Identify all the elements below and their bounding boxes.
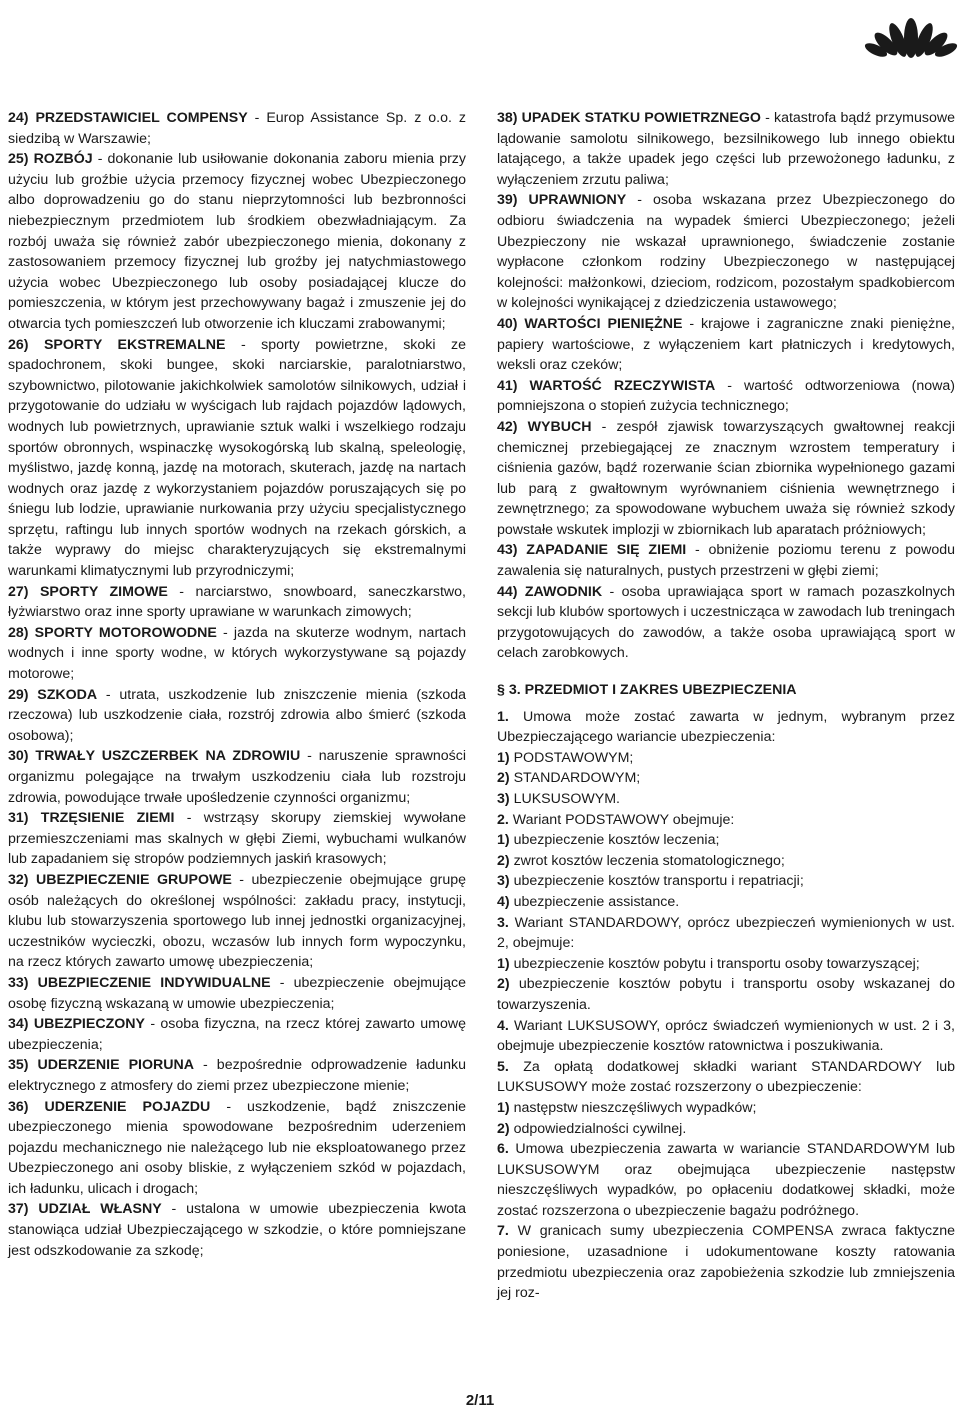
definition-item-text: - jazda na skuterze wodnym, nartach wodnych i inne sporty wodne, w których wykorzystywane są pojazdy motorowe; [8, 624, 466, 683]
section-item [497, 789, 955, 810]
section-item-term: 1) [497, 955, 510, 972]
section-item-text: ubezpieczenie kosztów transportu i repatriacji; [509, 873, 804, 890]
section-item [497, 1016, 955, 1057]
definition-item-term: 42) WYBUCH [497, 418, 592, 435]
definition-item-text: - utrata, uszkodzenie lub zniszczenie mienia (szkoda rzeczowa) lub uszkodzenie ciała, rozstrój zdrowia albo śmierć (szkoda osobowa); [8, 686, 466, 744]
compensa-logo-icon [862, 2, 960, 62]
definition-item-text: - katastrofa bądź przymusowe lądowanie samolotu silnikowego, bezsilnikowego lub innego obiektu latającego, a także upadek jego części lub przewożonego ładunku, z wyłączeniem zrzutu paliwa; [497, 110, 956, 188]
definition-item-term: 41) WARTOŚĆ RZECZYWISTA [497, 377, 716, 394]
section-item-term: 1) [497, 1099, 510, 1116]
definition-item-text: - uszkodzenie, bądź zniszczenie ubezpieczonego mienia spowodowane bezpośrednim uderzeniem pojazdu mechanicznego nie należącego lub nie eksploatowanego przez Ubezpieczonego ani osoby bliskie, z wyłączeniem szkód w pojazdach, ich ładunku, ulicach i drogach; [8, 1098, 466, 1197]
right-column [497, 108, 955, 1304]
section-item [497, 913, 955, 954]
section-item-term: 2) [497, 770, 510, 787]
definition-item-term: 35) UDERZENIE PIORUNA [8, 1057, 194, 1074]
definition-item-term: 32) UBEZPIECZENIE GRUPOWE [8, 871, 232, 888]
definition-item-term: 30) TRWAŁY USZCZERBEK NA ZDROWIU [8, 748, 301, 765]
section-item-text: Wariant PODSTAWOWY obejmuje: [508, 811, 735, 828]
section-item-term: 3. [497, 914, 509, 931]
definition-item [8, 623, 466, 685]
definition-item-term: 31) TRZĘSIENIE ZIEMI [8, 810, 175, 827]
section-item-term: 2) [497, 852, 510, 869]
definition-item-text: - osoba uprawiająca sport w ramach pozaszkolnych sekcji lub klubów sportowych i uczestnicząca w zawodach lub treningach przygotowujących do zawodów, a także osoba uprawiającą sport w celach zarobkowych. [497, 583, 955, 662]
definition-item-term: 43) ZAPADANIE SIĘ ZIEMI [497, 542, 687, 559]
definition-item-text: - osoba fizyczna, na rzecz której zawarto umowę ubezpieczenia; [8, 1016, 466, 1053]
section-item [497, 1057, 955, 1098]
definition-item-text: - naruszenie sprawności organizmu polegające na trwałym uszkodzeniu ciała lub rozstroju zdrowia, powodujące trwałe upośledzenie czynności organizmu; [8, 748, 467, 806]
section-item [497, 1098, 955, 1119]
section-item-term: 7. [497, 1223, 509, 1240]
section-item [497, 1221, 955, 1303]
definition-item [8, 746, 466, 808]
section-item-text: ubezpieczenie assistance. [509, 893, 680, 910]
definition-item-text: - Europ Assistance Sp. z o.o. z siedzibą w Warszawie; [8, 110, 466, 147]
section-item-text: W granicach sumy ubezpieczenia COMPENSA zwraca faktyczne poniesione, uzasadnione i udokumentowane koszty ratowania przedmiotu ubezpieczenia oraz zapobieżenia szkodzie lub zmniejszenia jej roz- [497, 1223, 955, 1302]
section-item [497, 892, 955, 913]
definition-item [497, 417, 955, 541]
definition-item [8, 973, 466, 1014]
definition-item-text: - ustalona w umowie ubezpieczenia kwota stanowiąca udział Ubezpieczającego w szkodzie, o które pomniejszane jest odszkodowanie za szkodę; [8, 1201, 467, 1259]
definition-item [8, 1199, 466, 1261]
definition-item-text: - dokonanie lub usiłowanie dokonania zaboru mienia przy użyciu lub groźbie użycia przemocy fizycznej wobec Ubezpieczonego albo doprowadzeniu go do stanu nieprzytomności lub bezbronności niebezpiecznym przedmiotem lub środkiem obezwładniającym. Za rozbój uważa się również zabór ubezpieczonego mienia, dokonany z zastosowaniem przemocy fizycznej lub groźby jej natychmiastowego użycia wobec Ubezpieczonego lub osoby posiadającej klucze do pomieszczenia, w którym jest przechowywany bagaż i zmuszenie jej do otwarcia tych pomieszczeń lub otworzenie ich kluczami zrabowanymi; [8, 151, 466, 332]
section-item-term: 4. [497, 1017, 509, 1034]
definition-item [8, 149, 466, 334]
section-item [497, 974, 955, 1015]
definition-item-text: - wartość odtworzeniowa (nowa) pomniejszona o stopień zużycia technicznego; [497, 377, 956, 415]
definition-item [8, 582, 466, 623]
section-item-term: 5. [497, 1058, 509, 1075]
section-item-term: 3) [497, 873, 510, 890]
definition-item-term: 33) UBEZPIECZENIE INDYWIDUALNE [8, 974, 271, 991]
section-item-text: ubezpieczenie kosztów pobytu i transportu osoby towarzyszącej; [509, 955, 920, 972]
section-item [497, 954, 955, 975]
definition-item [497, 582, 955, 664]
section-item-text: STANDARDOWYM; [509, 770, 641, 787]
definition-item-term: 37) UDZIAŁ WŁASNY [8, 1201, 162, 1218]
page-number: 2/11 [465, 1392, 495, 1409]
section-item-text: LUKSUSOWYM. [509, 791, 620, 807]
section-item [497, 851, 955, 872]
section-item [497, 1139, 955, 1221]
section-item-term: 6. [497, 1141, 509, 1158]
definition-item-term: 28) SPORTY MOTOROWODNE [8, 624, 217, 641]
definition-item-term: 38) UPADEK STATKU POWIETRZNEGO [497, 110, 761, 126]
definition-item-text: - ubezpieczenie obejmujące grupę osób należących do określonej wspólności: zakładu pracy, instytucji, klubu lub stowarzyszenia sportowego lub innej jednostki organizacyjnej, uczestników wycieczki, obozu, wczasów lub innych form wypoczynku, na rzecz których zawarto umowę ubezpieczenia; [8, 871, 466, 971]
section-item-term: 2) [497, 1120, 510, 1137]
definition-item-text: - osoba wskazana przez Ubezpieczonego do odbioru świadczenia na wypadek śmierci Ubezpieczonego; jeżeli Ubezpieczony nie wskazał uprawnionego, świadczenie zostanie wypłacone członkom rodziny Ubezpieczonego w następującej kolejności: małżonkowi, dzieciom, rodzicom, pozostałym spadkobiercom w kolejności wynikającej z dziedziczenia ustawowego; [497, 192, 955, 312]
definition-item-term: 24) PRZEDSTAWICIEL COMPENSY [8, 110, 248, 126]
section-item-text: ubezpieczenie kosztów pobytu i transportu osoby wskazanej do towarzyszenia. [497, 976, 955, 1013]
definition-item [8, 1014, 466, 1055]
definition-item-term: 34) UBEZPIECZONY [8, 1016, 145, 1033]
definition-item [8, 685, 466, 747]
definition-item [8, 870, 466, 973]
section-item-text: Wariant LUKSUSOWY, oprócz świadczeń wymienionych w ust. 2 i 3, obejmuje ubezpieczenie kosztów ratownictwa i poszukiwania. [497, 1017, 955, 1055]
definition-item-text: - narciarstwo, snowboard, saneczkarstwo, łyżwiarstwo oraz inne sporty uprawiane w warunkach zimowych; [8, 583, 466, 621]
definition-item [8, 1055, 466, 1096]
definition-item-text: - wstrząsy skorupy ziemskiej wywołane przemieszczeniami mas skalnych w głębi Ziemi, wybuchami wulkanów lub zapadaniem się stropów podziemnych jaskiń krasowych; [8, 810, 466, 868]
section-item [497, 707, 955, 748]
section-item [497, 871, 955, 892]
section-item-term: 3) [497, 791, 510, 807]
section-item-term: 4) [497, 893, 510, 910]
section-item-text: następstw nieszczęśliwych wypadków; [509, 1099, 757, 1116]
definition-item-term: 26) SPORTY EKSTREMALNE [8, 336, 226, 353]
section-item [497, 1119, 955, 1140]
definition-item [8, 1097, 466, 1200]
definition-item [497, 190, 955, 314]
definition-item [497, 108, 955, 190]
section-item [497, 768, 955, 789]
definition-item-term: 40) WARTOŚCI PIENIĘŻNE [497, 315, 683, 332]
definition-item-text: - ubezpieczenie obejmujące osobę fizyczną wskazaną w umowie ubezpieczenia; [8, 974, 466, 1012]
definition-item-text: - bezpośrednie odprowadzenie ładunku elektrycznego z atmosfery do ziemi przez ubezpieczone mienie; [8, 1057, 467, 1094]
section-item-text: Za opłatą dodatkowej składki wariant STANDARDOWY lub LUKSUSOWY może zostać rozszerzony o ubezpieczenie: [497, 1058, 955, 1096]
definition-item [8, 808, 466, 870]
section-item [497, 810, 955, 831]
definition-item-text: - sporty powietrzne, skoki ze spadochronem, skoki bungee, skoki narciarskie, paralotniarstwo, szybownictwo, pilotowanie jakichkolwiek samolotów silnikowych, udział i przygotowanie do udziału w wyścigach lub rajdach pojazdów lądowych, wodnych lub powietrznych, uprawianie sztuk walki i wszelkiego rodzaju sportów obronnych, wspinaczkę wysokogórską lub skalną, speleologię, myślistwo, jazdę konną, jazdę na motorach, skuterach, jazdę na nartach wodnych oraz jazdę z wykorzystaniem pojazdów poruszających się po śniegu lub lodzie, uprawianie nurkowania przy użyciu specjalistycznego sprzętu, raftingu lub innych sportów wodnych na rzekach górskich, a także wyprawy do miejsc charakteryzujących się ekstremalnymi warunkami klimatycznymi lub przyrodniczymi; [8, 336, 466, 580]
section-item-text: odpowiedzialności cywilnej. [509, 1120, 687, 1137]
definition-item [497, 376, 955, 417]
definition-item-term: 39) UPRAWNIONY [497, 192, 627, 209]
section-item-term: 1) [497, 832, 510, 849]
section-item-term: 2. [497, 811, 509, 828]
section-item-term: 2) [497, 976, 510, 993]
definition-item-term: 36) UDERZENIE POJAZDU [8, 1098, 211, 1115]
definition-item-term: 29) SZKODA [8, 686, 98, 703]
section-item-term: 1) [497, 749, 510, 766]
definition-item [497, 314, 955, 376]
section-title: § 3. PRZEDMIOT I ZAKRES UBEZPIECZENIA [497, 682, 797, 699]
section-item-text: Wariant STANDARDOWY, oprócz ubezpieczeń wymienionych w ust. 2, obejmuje: [497, 914, 955, 952]
section-item [497, 748, 955, 769]
definition-item [497, 540, 955, 581]
definition-item-term: 44) ZAWODNIK [497, 583, 603, 600]
definition-item-term: 27) SPORTY ZIMOWE [8, 583, 168, 600]
section-item-text: zwrot kosztów leczenia stomatologicznego; [509, 852, 785, 869]
definition-item-term: 25) ROZBÓJ [8, 151, 93, 168]
section-item [497, 830, 955, 851]
definition-item [8, 335, 466, 582]
definition-item-text: - obniżenie poziomu terenu z powodu zawalenia się naturalnych, pustych przestrzeni w głębi ziemi; [497, 542, 955, 580]
section-item-text: ubezpieczenie kosztów leczenia; [509, 832, 720, 849]
definition-item-text: - krajowe i zagraniczne znaki pieniężne, papiery wartościowe, z wyłączeniem kart płatniczych i kredytowych, weksli oraz czeków; [497, 315, 956, 374]
definition-item [8, 108, 466, 149]
left-column [8, 108, 466, 1261]
section-item-text: PODSTAWOWYM; [509, 749, 634, 766]
section-item-text: Umowa może zostać zawarta w jednym, wybranym przez Ubezpieczającego wariancie ubezpieczenia: [497, 708, 955, 746]
section-item-term: 1. [497, 708, 509, 725]
section-item-text: Umowa ubezpieczenia zawarta w wariancie STANDARDOWYM lub LUKSUSOWYM oraz obejmująca ubezpieczenie następstw nieszczęśliwych wypadków, po opłaceniu dodatkowej składki, może zostać rozszerzona o ubezpieczenie bagażu podróżnego. [497, 1141, 955, 1219]
definition-item-text: - zespół zjawisk towarzyszących gwałtownej reakcji chemicznej przebiegającej ze znacznym wzrostem temperatury i ciśnienia gazów, bądź rozerwanie ścian zbiornika wypełnionego gazami lub parą z gwałtownym wyrównaniem ciśnienia wewnętrznego i zewnętrznego; za spowodowane wybuchem uważa się również szkody powstałe wskutek implozji w zbiornikach lub aparatach próżniowych; [497, 418, 955, 538]
